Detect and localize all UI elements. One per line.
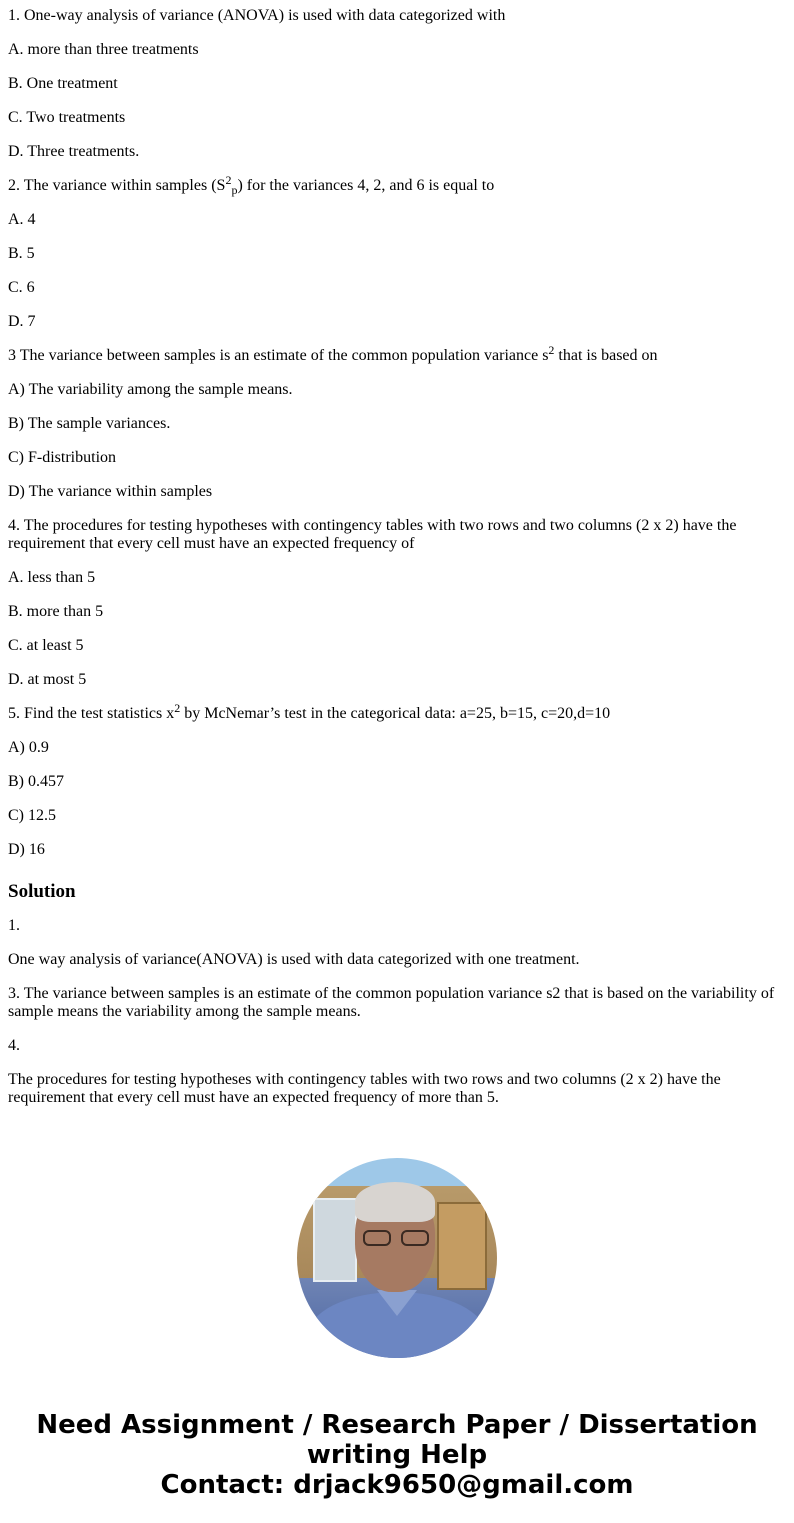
question-5-text-pre: 5. Find the test statistics x [8, 705, 175, 722]
glasses-icon [363, 1230, 429, 1246]
question-1-option-d: D. Three treatments. [8, 143, 140, 160]
background-frame [313, 1198, 357, 1282]
question-4-option-c: C. at least 5 [8, 637, 84, 654]
question-2-superscript: 2 [225, 173, 232, 187]
author-photo-container [0, 1158, 794, 1358]
question-1-text: 1. One-way analysis of variance (ANOVA) is used with data categorized with [8, 7, 506, 24]
question-3-option-a: A) The variability among the sample means. [8, 381, 293, 398]
question-5-option-d: D) 16 [8, 841, 45, 858]
solution-paragraph-1: 1. [8, 917, 20, 934]
question-1-option-b: B. One treatment [8, 75, 118, 92]
question-2-text-post: ) for the variances 4, 2, and 6 is equal to [237, 177, 495, 194]
solution-paragraph-3: 3. The variance between samples is an estimate of the common population variance s2 that is based on the variability of sample means the variability among the sample means. [8, 985, 775, 1020]
question-3-text [8, 343, 786, 365]
question-2-text-pre: 2. The variance within samples (S [8, 177, 226, 194]
contact-banner [0, 1410, 794, 1500]
question-5-option-b: B) 0.457 [8, 773, 64, 790]
author-avatar [297, 1158, 497, 1358]
question-5-text [8, 701, 786, 723]
avatar-hair [355, 1182, 435, 1222]
question-4-option-b: B. more than 5 [8, 603, 104, 620]
solution-paragraph-5: The procedures for testing hypotheses with contingency tables with two rows and two columns (2 x 2) have the requirement that every cell must have an expected frequency of more than 5. [8, 1071, 721, 1106]
question-3-option-d: D) The variance within samples [8, 483, 213, 500]
question-5-text-post: by McNemar’s test in the categorical data: a=25, b=15, c=20,d=10 [180, 705, 611, 722]
question-2-option-d: D. 7 [8, 313, 36, 330]
question-5-superscript: 2 [174, 701, 181, 715]
question-3-option-c: C) F-distribution [8, 449, 117, 466]
question-4-option-d: D. at most 5 [8, 671, 87, 688]
solution-heading: Solution [8, 881, 76, 902]
question-3-text-pre: 3 The variance between samples is an estimate of the common population variance s [8, 347, 549, 364]
question-4-option-a: A. less than 5 [8, 569, 96, 586]
help-banner-text: Need Assignment / Research Paper / Dissertation writing Help [36, 1410, 758, 1470]
question-1-option-a: A. more than three treatments [8, 41, 199, 58]
question-2-text [8, 173, 786, 197]
question-5-option-a: A) 0.9 [8, 739, 49, 756]
question-2-option-c: C. 6 [8, 279, 35, 296]
question-2-option-a: A. 4 [8, 211, 36, 228]
question-3-option-b: B) The sample variances. [8, 415, 171, 432]
background-carving [437, 1202, 487, 1290]
question-2-subscript: p [231, 183, 238, 197]
solution-paragraph-4: 4. [8, 1037, 20, 1054]
question-5-option-c: C) 12.5 [8, 807, 56, 824]
solution-paragraph-2: One way analysis of variance(ANOVA) is used with data categorized with one treatment. [8, 951, 580, 968]
question-3-text-post: that is based on [554, 347, 658, 364]
question-4-text: 4. The procedures for testing hypotheses with contingency tables with two rows and two columns (2 x 2) have the requirement that every cell must have an expected frequency of [8, 517, 737, 552]
question-1-option-c: C. Two treatments [8, 109, 126, 126]
question-2-option-b: B. 5 [8, 245, 35, 262]
question-3-superscript: 2 [548, 343, 555, 357]
contact-email-text: Contact: drjack9650@gmail.com [160, 1470, 634, 1500]
